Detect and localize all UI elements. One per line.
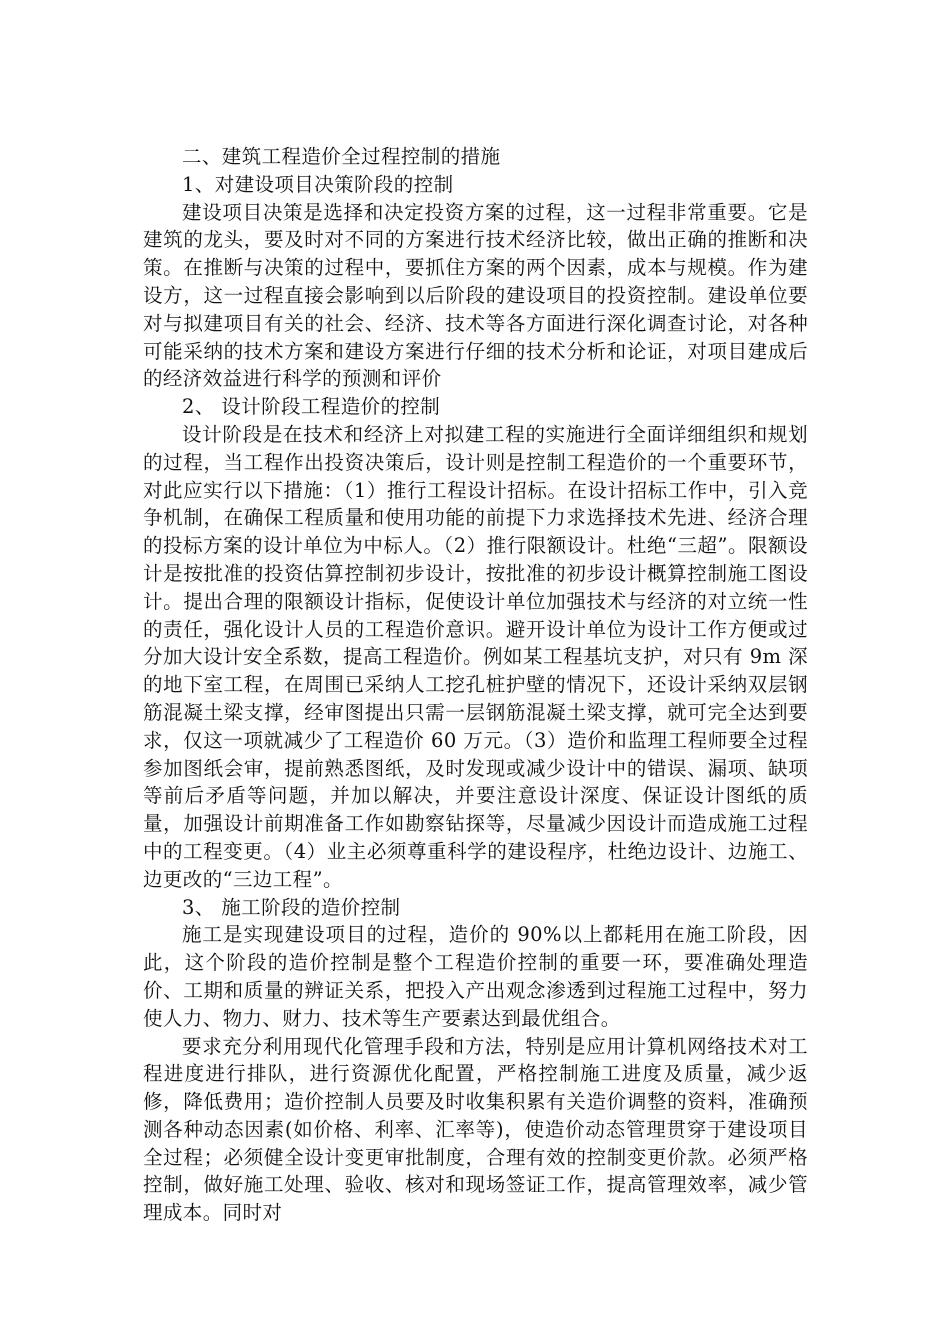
paragraph-decision-stage: 建设项目决策是选择和决定投资方案的过程，这一过程非常重要。它是建筑的龙头，要及时对不同的方案进行技术经济比较，做出正确的推断和决策。在推断与决策的过程中，要抓住方案的两个因素，成本与规模。作为建设方，这一过程直接会影响到以后阶段的建设项目的投资控制。建设单位要对与拟建项目有关的社会、经济、技术等各方面进行深化调查讨论，对各种可能采纳的技术方案和建设方案进行仔细的技术分析和论证，对项目建成后的经济效益进行科学的预测和评价 xyxy=(143,200,808,391)
subsection-heading-design: 2、 设计阶段工程造价的控制 xyxy=(182,395,441,419)
subsection-heading-construction: 3、 施工阶段的造价控制 xyxy=(182,895,401,919)
subsection-heading-decision: 1、对建设项目决策阶段的控制 xyxy=(182,172,454,196)
paragraph-management-requirements: 要求充分利用现代化管理手段和方法，特别是应用计算机网络技术对工程进度进行排队，进行资源优化配置，严格控制施工进度及质量，减少返修，降低费用；造价控制人员要及时收集积累有关造价调整的资料，准确预测各种动态因素(如价格、利率、汇率等)，使造价动态管理贯穿于建设项目全过程；必须健全设计变更审批制度，合理有效的控制变更价款。必须严格控制，做好施工处理、验收、核对和现场签证工作，提高管理效率，减少管理成本。同时对 xyxy=(143,1034,808,1225)
document-body xyxy=(143,143,808,1227)
paragraph-construction-stage: 施工是实现建设项目的过程，造价的 90%以上都耗用在施工阶段，因此，这个阶段的造价控制是整个工程造价控制的重要一环，要准确处理造价、工期和质量的辨证关系，把投入产出观念渗透到过程施工过程中，努力使人力、物力、财力、技术等生产要素达到最优组合。 xyxy=(143,923,808,1030)
section-heading: 二、建筑工程造价全过程控制的措施 xyxy=(182,145,501,168)
paragraph-design-stage: 设计阶段是在技术和经济上对拟建工程的实施进行全面详细组织和规划的过程，当工程作出投资决策后，设计则是控制工程造价的一个重要环节，对此应实行以下措施：（1）推行工程设计招标。在设计招标工作中，引入竞争机制，在确保工程质量和使用功能的前提下力求选择技术先进、经济合理的投标方案的设计单位为中标人。（2）推行限额设计。杜绝“三超”。限额设计是按批准的投资估算控制初步设计，按批准的初步设计概算控制施工图设计。提出合理的限额设计指标，促使设计单位加强技术与经济的对立统一性的责任，强化设计人员的工程造价意识。避开设计单位为设计工作方便或过分加大设计安全系数，提高工程造价。例如某工程基坑支护，对只有 9m 深的地下室工程，在周围已采纳人工挖孔桩护壁的情况下，还设计采纳双层钢筋混凝土梁支撑，经审图提出只需一层钢筋混凝土梁支撑，就可完全达到要求，仅这一项就减少了工程造价 60 万元。（3）造价和监理工程师要全过程参加图纸会审，提前熟悉图纸，及时发现或减少设计中的错误、漏项、缺项等前后矛盾等问题，并加以解决，并要注意设计深度、保证设计图纸的质量，加强设计前期准备工作如勘察钻探等，尽量减少因设计而造成施工过程中的工程变更。（4）业主必须尊重科学的建设程序，杜绝边设计、边施工、边更改的“三边工程”。 xyxy=(143,422,808,891)
